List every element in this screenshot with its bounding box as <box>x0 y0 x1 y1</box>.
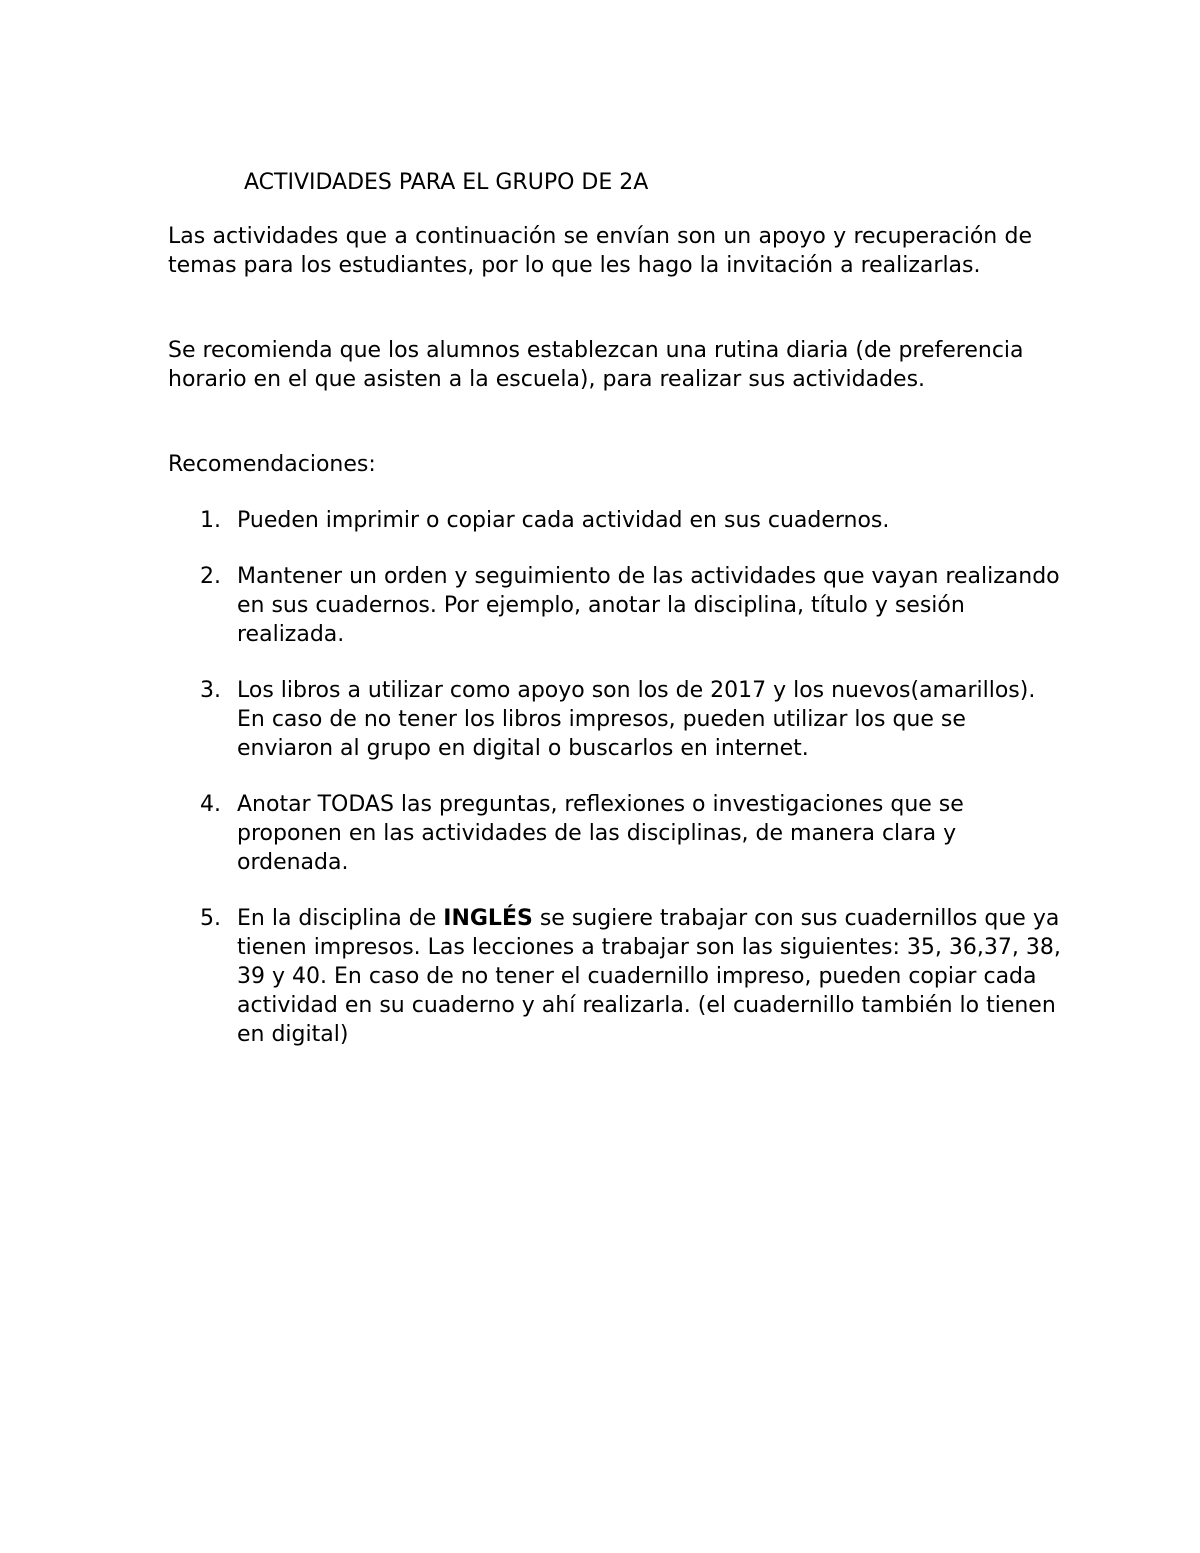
list-item <box>168 790 1068 877</box>
list-item-text: Anotar TODAS las preguntas, reflexiones o investigaciones que se proponen en las actividades de las disciplinas, de manera clara y ordenada. <box>237 792 964 875</box>
intro-paragraph: Las actividades que a continuación se envían son un apoyo y recuperación de temas para los estudiantes, por lo que les hago la invitación a realizarlas. <box>168 224 1032 278</box>
routine-paragraph: Se recomienda que los alumnos establezcan una rutina diaria (de preferencia horario en el que asisten a la escuela), para realizar sus actividades. <box>168 338 1024 392</box>
list-item <box>168 676 1068 763</box>
list-item-text-after: se sugiere trabajar con sus cuadernillos que ya tienen impresos. Las lecciones a trabajar son las siguientes: 35, 36,37, 38, 39 y 40. En caso de no tener el cuadernillo impreso, pueden copiar cada actividad en su cuaderno y ahí realizarla. (el cuadernillo también lo tienen en digital) <box>237 906 1061 1047</box>
recommendations-list <box>168 506 1068 1076</box>
list-item-number: 1. <box>200 508 221 533</box>
document-title: ACTIVIDADES PARA EL GRUPO DE 2A <box>244 170 649 195</box>
list-item-number: 3. <box>200 678 221 703</box>
list-item <box>168 562 1068 649</box>
list-item-text: Los libros a utilizar como apoyo son los de 2017 y los nuevos(amarillos). En caso de no tener los libros impresos, pueden utilizar los que se enviaron al grupo en digital o buscarlos en internet. <box>237 678 1036 761</box>
english-subject-bold: INGLÉS <box>443 906 533 931</box>
list-item <box>168 506 1068 535</box>
list-item-text-before: En la disciplina de <box>237 906 444 931</box>
list-item-number: 2. <box>200 564 221 589</box>
list-item-text: Mantener un orden y seguimiento de las actividades que vayan realizando en sus cuadernos. Por ejemplo, anotar la disciplina, título y sesión realizada. <box>237 564 1060 647</box>
list-item-text: Pueden imprimir o copiar cada actividad en sus cuadernos. <box>237 508 890 533</box>
recommendations-heading: Recomendaciones: <box>168 452 376 477</box>
list-item-number: 5. <box>200 906 221 931</box>
list-item-number: 4. <box>200 792 221 817</box>
list-item <box>168 904 1068 1049</box>
